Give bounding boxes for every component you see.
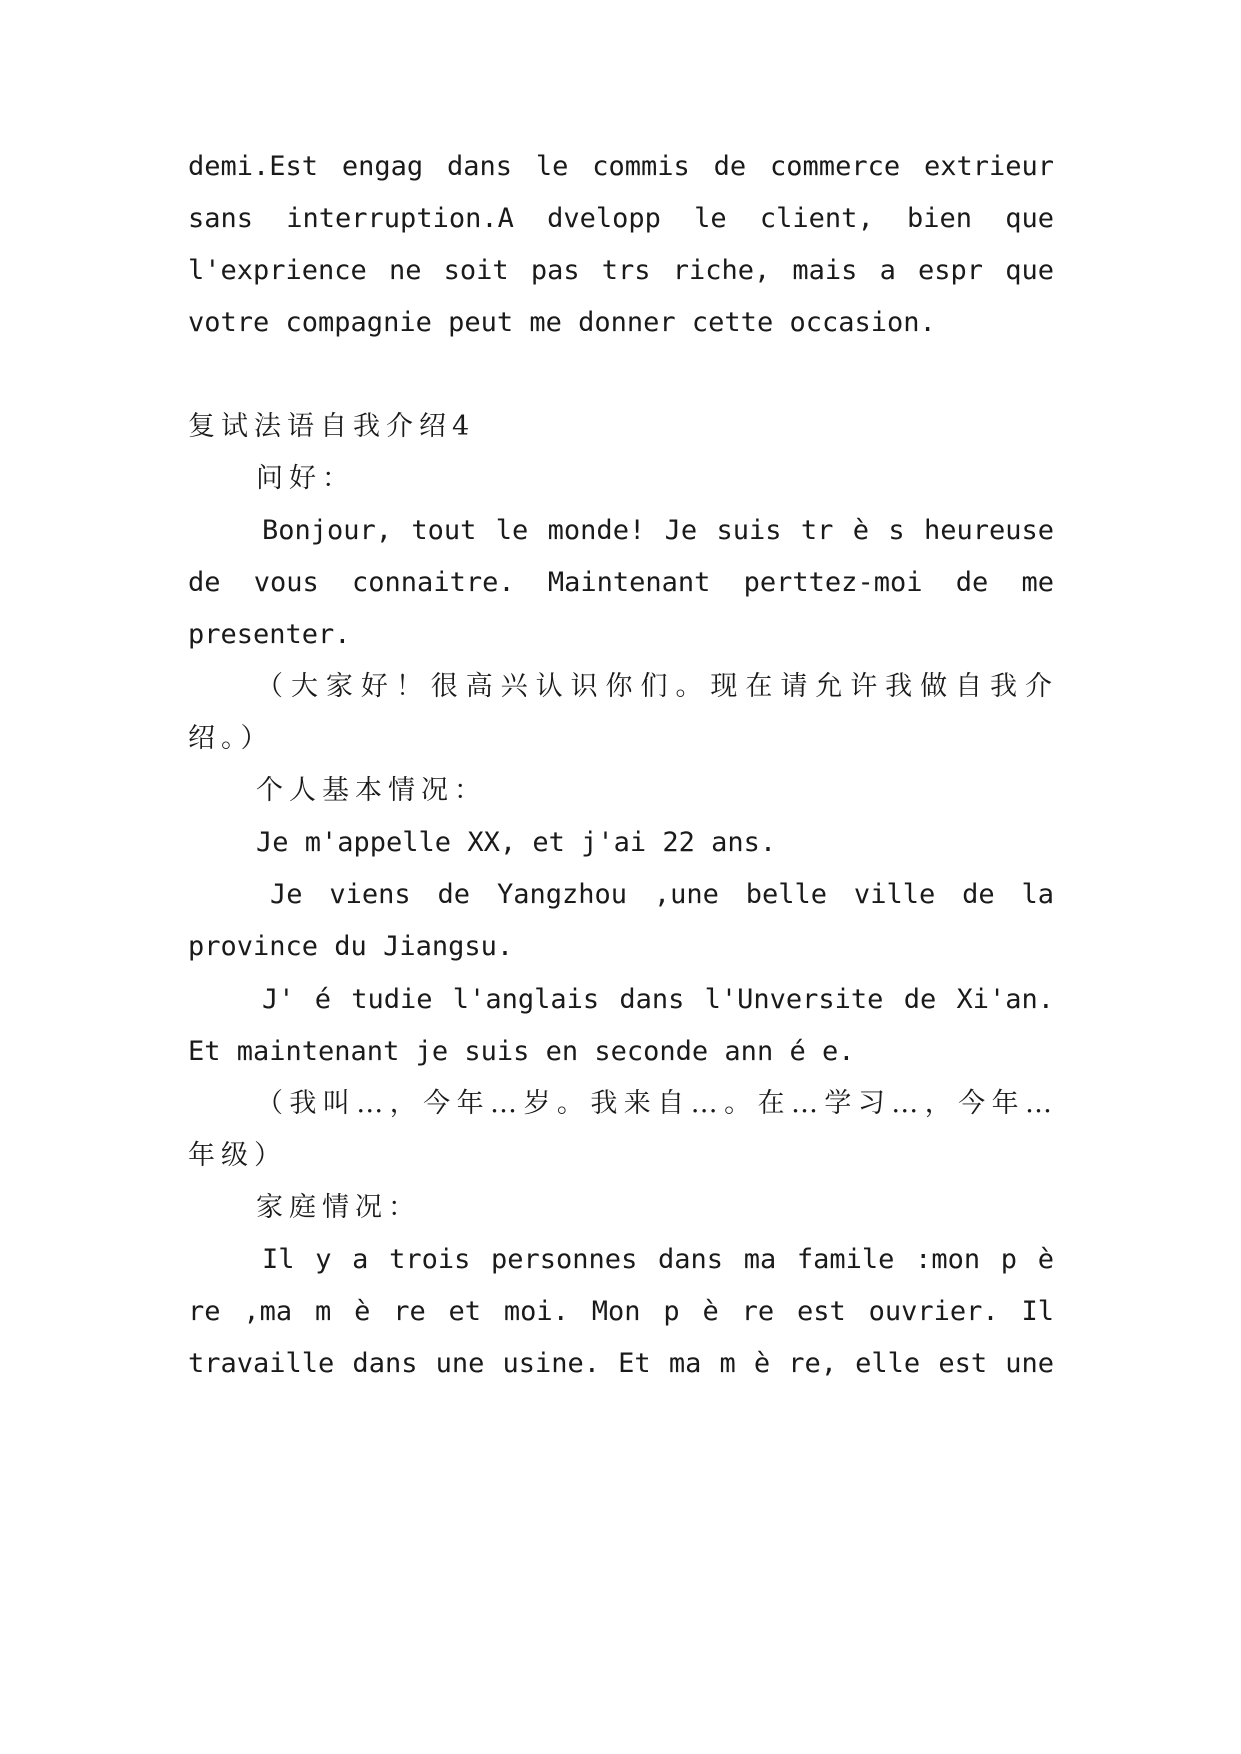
- text-line: Je viens de Yangzhou ,une belle ville de la: [270, 879, 1054, 910]
- text-line: presenter.: [188, 619, 351, 650]
- chinese-translation: 年级）: [188, 1140, 287, 1171]
- chinese-translation: （大家好！很高兴认识你们。现在请允许我做自我介: [256, 671, 1054, 702]
- text-line: votre compagnie peut me donner cette occasion.: [188, 307, 936, 338]
- text-line: J' é tudie l'anglais dans l'Unversite de Xi'an.: [262, 984, 1054, 1015]
- text-line: Bonjour, tout le monde! Je suis tr è s heureuse: [262, 515, 1054, 546]
- text-line: de vous connaitre. Maintenant perttez-moi de me: [188, 567, 1054, 598]
- text-line: l'exprience ne soit pas trs riche, mais a espr que: [188, 255, 1054, 286]
- text-line: Je m'appelle XX, et j'ai 22 ans.: [256, 827, 777, 858]
- chinese-translation: 绍。）: [188, 723, 274, 754]
- chinese-translation: （我叫…，今年…岁。我来自…。在…学习…，今年…: [256, 1088, 1054, 1119]
- text-line: demi.Est engag dans le commis de commerce extrieur: [188, 151, 1054, 182]
- greeting-label: 问好：: [256, 463, 355, 494]
- text-line: re ,ma m è re et moi. Mon p è re est ouvrier. Il: [188, 1296, 1054, 1327]
- text-line: Et maintenant je suis en seconde ann é e.: [188, 1036, 855, 1067]
- text-line: travaille dans une usine. Et ma m è re, elle est une: [188, 1348, 1054, 1379]
- family-info-label: 家庭情况：: [256, 1192, 421, 1223]
- text-line: Il y a trois personnes dans ma famile :mon p è: [262, 1244, 1054, 1275]
- personal-info-label: 个人基本情况：: [256, 775, 487, 806]
- section-heading: 复试法语自我介绍4: [188, 411, 476, 442]
- text-line: sans interruption.A dvelopp le client, bien que: [188, 203, 1054, 234]
- text-line: province du Jiangsu.: [188, 931, 514, 962]
